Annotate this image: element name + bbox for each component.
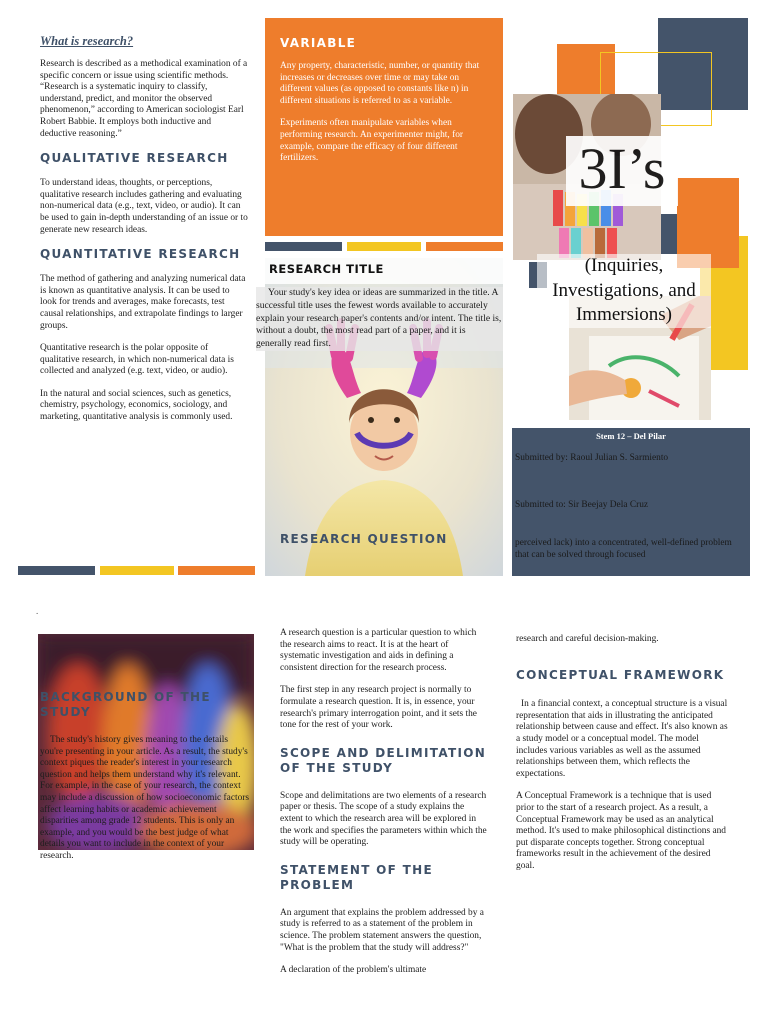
qualitative-heading: QUALITATIVE RESEARCH	[40, 151, 229, 166]
statement-problem-text: An argument that explains the problem addressed by a study is referred to as a statement of the problem in science. The problem statement answers the question, "What is the problem that the study will address?"	[280, 907, 484, 953]
cover-title-box	[566, 136, 678, 206]
conceptual-framework-text-2: A Conceptual Framework is a technique that is used prior to the start of a research project. As a result, a Conceptual Framework may be used as an analytical method. It's used to make philosophical distinctions and put disparate concepts together. Strong conceptual frameworks result in the achievement of the desired goal.	[516, 791, 726, 871]
submission-box	[512, 428, 750, 576]
divider-bar-orange	[178, 566, 255, 575]
research-title-text: Your study's key idea or ideas are summarized in the title. A successful title uses the fewest words available to accurately explain your research paper's contents and/or intent. The title is, without a doubt, the most read part of a paper, and it is generally read first.	[256, 287, 502, 350]
column-3-continuation: research and careful decision-making.	[516, 634, 659, 644]
submitted-by: Submitted by: Raoul Julian S. Sarmiento	[515, 453, 669, 463]
section-label: Stem 12 – Del Pilar	[596, 431, 666, 441]
divider-bar-navy	[18, 566, 95, 575]
submitted-to: Submitted to: Sir Beejay Dela Cruz	[515, 500, 649, 510]
scope-heading: SCOPE AND DELIMITATION OF THE STUDY	[280, 745, 487, 776]
qualitative-text: To understand ideas, thoughts, or perceptions, qualitative research includes gathering and evaluating non-numerical data (e.g., text, video, or audio). It can be used to gain in-depth understanding of an issue or to generate new research ideas.	[40, 178, 248, 235]
cover-subtitle: (Inquiries, Investigations, and Immersions)	[537, 254, 711, 328]
quantitative-text-1: The method of gathering and analyzing numerical data is known as quantitative analysis. It can be used to look for trends and averages, make forecasts, test causal relationships, and extrapolate findings to larger groups.	[40, 274, 246, 331]
research-question-heading: RESEARCH QUESTION	[280, 532, 448, 546]
variable-box	[265, 18, 503, 236]
quantitative-text-2: Quantitative research is the polar opposite of qualitative research, in which non-numerical data is collected and analyzed (e.g. text, video, or audio).	[40, 343, 234, 377]
what-is-research-text: Research is described as a methodical examination of a specific concern or issue using scientific methods. “Research is a systematic inquiry to classify, understand, predict, and monitor the observed phenomenon,” according to American sociologist Earl Robert Babbie. It employs both inductive and deductive reasoning.”	[40, 59, 248, 139]
page2-column-3	[516, 634, 728, 884]
background-study-heading: BACKGROUND OF THE STUDY	[40, 690, 211, 719]
divider-bar-gold	[100, 566, 174, 575]
conceptual-framework-heading: CONCEPTUAL FRAMEWORK	[516, 667, 725, 682]
research-title-text-box	[256, 287, 503, 351]
research-title-heading: RESEARCH TITLE	[269, 262, 384, 276]
quantitative-text-3: In the natural and social sciences, such as genetics, chemistry, psychology, economics, sociology, and marketing, quantitative analysis is commonly used.	[40, 388, 233, 423]
page2-column-2	[280, 628, 488, 988]
overflow-text: perceived lack) into a concentrated, well-defined problem that can be solved through focused	[515, 538, 732, 560]
quantitative-heading: QUANTITATIVE RESEARCH	[40, 247, 241, 262]
conceptual-framework-text-1: In a financial context, a conceptual structure is a visual representation that aids in illustrating the anticipated relationship between cause and effect. It's also known as a study model or a conceptual model. The model includes various variables as well as the assumed relationships between them, which reflects the expectations.	[516, 699, 728, 779]
variable-heading: VARIABLE	[280, 36, 357, 50]
research-question-text-1: A research question is a particular question to which the research aims to react. It is at the heart of systematic investigation and aids in defining a consistent direction for the research process.	[280, 628, 477, 673]
variable-text-1: Any property, characteristic, number, or quantity that increases or decreases over time or may take on different values (as opposed to constants like n) in different situations is referred to as a variable.	[280, 61, 480, 106]
research-question-text-2: The first step in any research project is normally to formulate a research question. It is, in essence, your research's primary interrogation point, and it sets the tone for the rest of your work.	[280, 685, 477, 731]
cover-title: 3I’s	[578, 136, 666, 201]
statement-problem-heading: STATEMENT OF THE PROBLEM	[280, 862, 433, 893]
divider-bar-gold-2	[347, 242, 421, 251]
scope-text: Scope and delimitations are two elements of a research paper or thesis. The scope of a study explains the extent to which the research area will be explored in the work and specifies the parameters within which the study will be operating.	[280, 790, 487, 848]
what-is-research-heading: What is research?	[40, 34, 134, 48]
page-marker-dot: .	[36, 606, 39, 616]
statement-problem-text-2: A declaration of the problem's ultimate	[280, 965, 427, 976]
variable-text-2: Experiments often manipulate variables when performing research. An experimenter might, for example, compare the efficacy of four different fertilizers.	[280, 118, 464, 164]
research-title-heading-box	[265, 258, 503, 284]
panel-left	[40, 34, 248, 435]
divider-bar-navy-2	[265, 242, 342, 251]
divider-bar-orange-2	[426, 242, 503, 251]
background-study-text: The study's history gives meaning to the details you're presenting in your article. As a result, the study's context piques the reader's interest in your research question and helps them understand why it's relevant. For example, in the case of your research, the context may include a discussion of how socioeconomic factors affect learning habits or academic achievement disparities among grade 12 students. This is only an example, and you would be the best judge of what details you want to include in the context of your research.	[40, 735, 250, 861]
